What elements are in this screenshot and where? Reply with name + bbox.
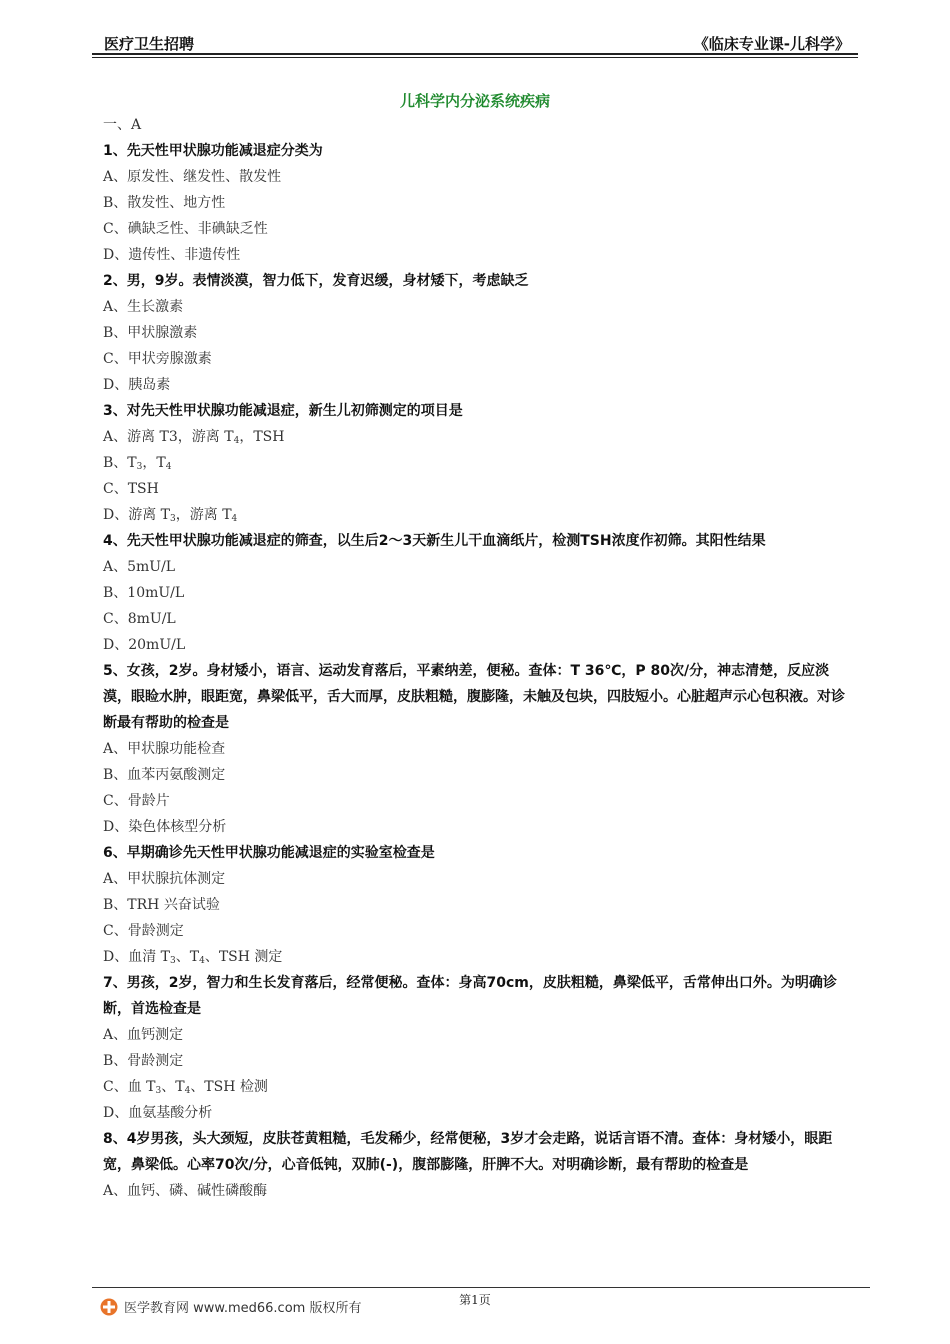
option: B、散发性、地方性 xyxy=(103,195,226,211)
option: D、血氨基酸分析 xyxy=(103,1105,213,1121)
option: C、甲状旁腺激素 xyxy=(103,351,212,367)
page-number: 第1页 xyxy=(459,1293,491,1307)
option: A、游离 T3，游离 $T_4$，TSH xyxy=(103,429,285,446)
option: D、遗传性、非遗传性 xyxy=(103,247,241,263)
option: D、20mU/L xyxy=(103,637,186,653)
option: C、血 $T_3$、$T_4$、TSH 检测 xyxy=(103,1079,268,1096)
header-rule-thin xyxy=(92,57,858,58)
option: D、胰岛素 xyxy=(103,377,171,393)
question-6: 6、早期确诊先天性甲状腺功能减退症的实验室检查是 xyxy=(103,845,435,861)
option: D、血清 $T_3$、$T_4$、TSH 测定 xyxy=(103,949,283,966)
option: A、血钙、磷、碱性磷酸酶 xyxy=(103,1183,268,1199)
footer-rule xyxy=(92,1287,870,1288)
document-title: 儿科学内分泌系统疾病 xyxy=(399,92,550,110)
option: A、生长激素 xyxy=(103,299,184,315)
option: B、$T_3$，$T_4$ xyxy=(103,455,172,472)
question-3: 3、对先天性甲状腺功能减退症，新生儿初筛测定的项目是 xyxy=(103,403,463,419)
section-label: 一、A xyxy=(103,117,142,133)
option: C、碘缺乏性、非碘缺乏性 xyxy=(103,221,268,237)
brand-logo-icon xyxy=(100,1298,118,1316)
question-8: 8、4岁男孩，头大颈短，皮肤苍黄粗糙，毛发稀少，经常便秘，3岁才会走路，说话言语不清。查体：身材矮小，眼距宽，鼻梁低。心率70次/分，心音低钝，双肺(-)，腹部膨隆，肝脾不大。对明确诊断，最有帮助的检查是 xyxy=(103,1131,833,1173)
question-5: 5、女孩，2岁。身材矮小，语言、运动发育落后，平素纳差，便秘。查体：T 36℃，P 80次/分，神志清楚，反应淡漠，眼睑水肿，眼距宽，鼻梁低平，舌大而厚，皮肤粗糙，腹膨隆，未触及包块，四肢短小。心脏超声示心包积液。对诊断最有帮助的检查是 xyxy=(103,663,845,731)
header-rule xyxy=(92,53,858,55)
option: B、骨龄测定 xyxy=(103,1053,184,1069)
option: B、甲状腺激素 xyxy=(103,325,198,341)
option: C、8mU/L xyxy=(103,611,176,627)
header-right: 《临床专业课-儿科学》 xyxy=(693,35,850,53)
option: D、染色体核型分析 xyxy=(103,819,227,835)
option: A、血钙测定 xyxy=(103,1027,184,1043)
option: A、甲状腺抗体测定 xyxy=(103,871,226,887)
option: B、TRH 兴奋试验 xyxy=(103,897,220,913)
option: C、骨龄片 xyxy=(103,793,170,809)
option: C、骨龄测定 xyxy=(103,923,184,939)
question-1: 1、先天性甲状腺功能减退症分类为 xyxy=(103,143,323,159)
option: B、血苯丙氨酸测定 xyxy=(103,767,226,783)
footer-brand xyxy=(100,1297,361,1316)
option: D、游离 $T_3$，游离 $T_4$ xyxy=(103,507,238,524)
question-7: 7、男孩，2岁，智力和生长发育落后，经常便秘。查体：身高70cm，皮肤粗糙，鼻梁低平，舌常伸出口外。为明确诊断，首选检查是 xyxy=(103,975,837,1017)
question-list xyxy=(103,112,853,1204)
footer-brand-text: 医学教育网 www.med66.com 版权所有 xyxy=(124,1301,362,1316)
option: A、原发性、继发性、散发性 xyxy=(103,169,282,185)
option: A、甲状腺功能检查 xyxy=(103,741,226,757)
option: A、5mU/L xyxy=(103,559,176,575)
question-2: 2、男，9岁。表情淡漠，智力低下，发育迟缓，身材矮下，考虑缺乏 xyxy=(103,273,529,289)
option: B、10mU/L xyxy=(103,585,185,601)
page-header xyxy=(92,30,858,52)
option: C、TSH xyxy=(103,481,159,497)
question-4: 4、先天性甲状腺功能减退症的筛查，以生后2～3天新生儿干血滴纸片，检测TSH浓度作初筛。其阳性结果 xyxy=(103,533,766,549)
header-left: 医疗卫生招聘 xyxy=(104,35,195,53)
